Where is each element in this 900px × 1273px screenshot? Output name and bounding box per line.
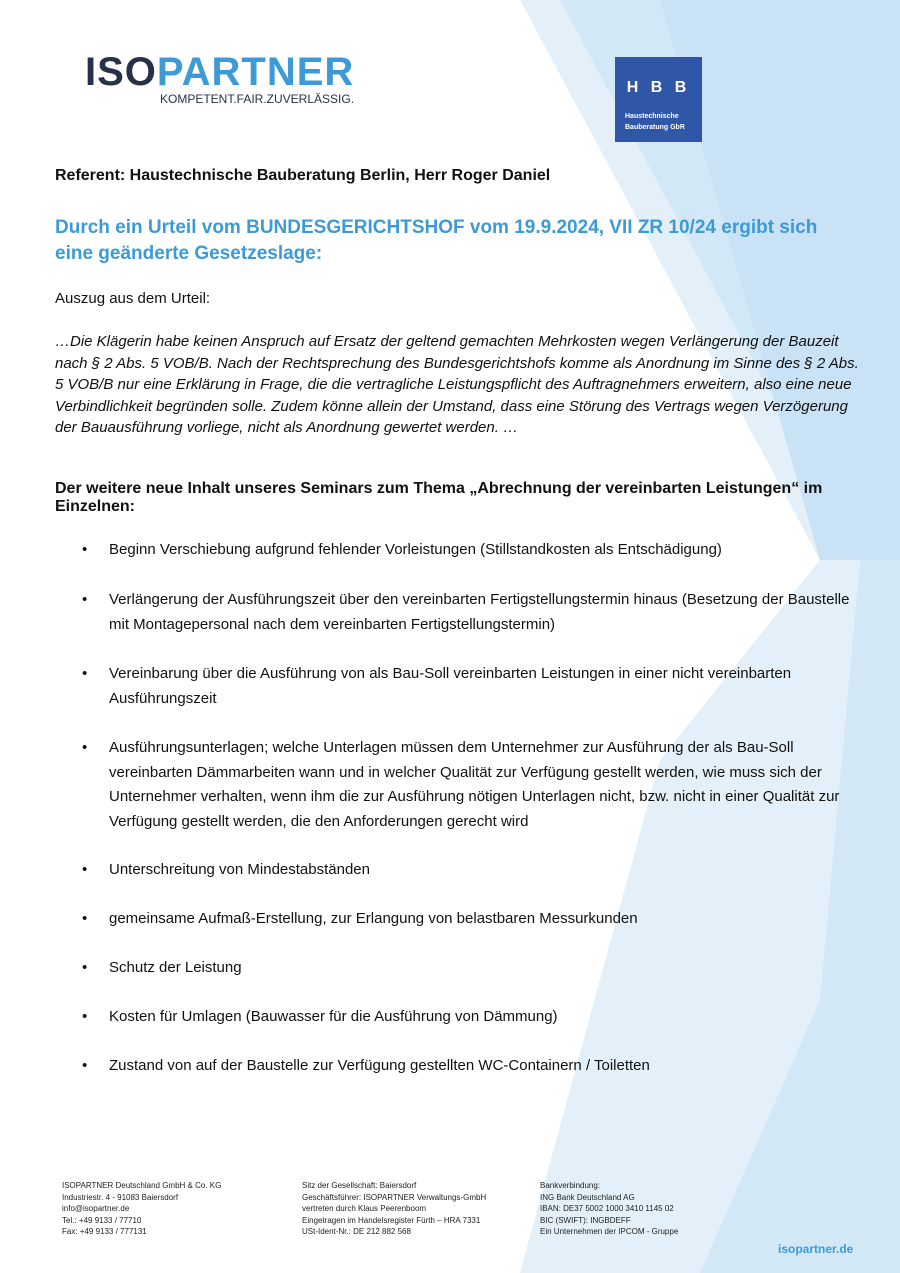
bullet-icon: • [82, 739, 88, 756]
hbb-subtitle [625, 111, 685, 133]
seminar-subheading: Der weitere neue Inhalt unseres Seminars zum Thema „Abrechnung der vereinbarten Leistungen“ im Einzelnen: [55, 480, 823, 515]
list-item-text: Ausführungsunterlagen; welche Unterlagen müssen dem Unternehmer zur Ausführung der als Bau-Soll vereinbarten Dämmarbeiten wann und in welcher Qualität zur Verfügung gestellt werden, wie muss sich der Unternehmer verhalten, wenn ihm die zur Ausführung nötigen Unterlagen nicht, bzw. nicht in einer Qualität zur Verfügung gestellt werden, die den Anforderungen gerecht wird [109, 739, 840, 830]
bullet-icon: • [82, 1008, 88, 1025]
hbb-letters: H B B [626, 79, 691, 96]
footer-line: ING Bank Deutschland AG [540, 1192, 635, 1202]
footer-line: Industriestr. 4 - 91083 Baiersdorf [62, 1192, 179, 1202]
footer-line: Fax: +49 9133 / 777131 [62, 1227, 147, 1236]
list-item-text: Kosten für Umlagen (Bauwasser für die Ausführung von Dämmung) [109, 1008, 558, 1025]
bullet-icon: • [82, 591, 88, 608]
footer-line: Geschäftsführer: ISOPARTNER Verwaltungs-GmbH [302, 1192, 487, 1202]
footer-line: Sitz der Gesellschaft: Baiersdorf [302, 1181, 417, 1190]
judgment-quote: …Die Klägerin habe keinen Anspruch auf Ersatz der geltend gemachten Mehrkosten wegen Verlängerung der Bauzeit nach § 2 Abs. 5 VOB/B. Nach der Rechtsprechung des Bundesgerichtshofs komme als Anordnung im Sinne des § 2 Abs. 5 VOB/B nur eine Erklärung in Frage, die die vertragliche Leistungspflicht des Auftragnehmers erweitern, also eine neue Verbindlichkeit begründen solle. Zudem könne allein der Umstand, dass eine Störung des Vertrags wegen Verzögerung der Bauausführung vorliege, nicht als Anordnung gewertet werden. … [55, 333, 859, 436]
bullet-icon: • [82, 861, 88, 878]
footer-legal-info [302, 1180, 486, 1238]
list-item-text: Vereinbarung über die Ausführung von als Bau-Soll vereinbarten Leistungen in einer nicht vereinbarten Ausführungszeit [109, 665, 792, 707]
hbb-subtitle-line: Haustechnische [625, 113, 679, 120]
hbb-logo [615, 57, 702, 142]
list-item-text: Verlängerung der Ausführungszeit über den vereinbarten Fertigstellungstermin hinaus (Besetzung der Baustelle mit Montagepersonal nach dem vereinbarten Fertigstellungstermin) [109, 591, 850, 633]
footer-line: BIC (SWIFT): INGBDEFF [540, 1215, 631, 1225]
logo-iso-text: ISO [85, 50, 157, 94]
logo-partner-text: PARTNER [156, 50, 355, 94]
footer-line: USt-Ident-Nr.: DE 212 882 568 [302, 1227, 411, 1236]
bullet-icon: • [82, 1057, 88, 1074]
footer-bank-info [540, 1180, 678, 1238]
list-item-text: Unterschreitung von Mindestabständen [109, 861, 370, 878]
footer-line: Bankverbindung: [540, 1181, 601, 1190]
bullet-icon: • [82, 665, 88, 682]
list-item-text: Schutz der Leistung [109, 959, 242, 976]
isopartner-logo [85, 50, 355, 106]
list-item-text: Beginn Verschiebung aufgrund fehlender Vorleistungen (Stillstandkosten als Entschädigung) [109, 541, 722, 558]
logo-tagline: KOMPETENT.FAIR.ZUVERLÄSSIG. [160, 92, 355, 106]
hbb-subtitle-line: Bauberatung GbR [625, 124, 685, 131]
footer-line: vertreten durch Klaus Peerenboom [302, 1204, 427, 1213]
footer-line: ISOPARTNER Deutschland GmbH & Co. KG [62, 1181, 222, 1190]
bullet-icon: • [82, 910, 88, 927]
bullet-icon: • [82, 959, 88, 976]
footer-line: Tel.: +49 9133 / 77710 [62, 1215, 142, 1225]
footer-line: Eingetragen im Handelsregister Fürth – HRA 7331 [302, 1215, 481, 1225]
headline: Durch ein Urteil vom BUNDESGERICHTSHOF vom 19.9.2024, VII ZR 10/24 ergibt sich eine geänderte Gesetzeslage: [55, 217, 818, 264]
referent-line: Referent: Haustechnische Bauberatung Berlin, Herr Roger Daniel [55, 167, 551, 184]
footer-line: Ein Unternehmen der IPCOM - Gruppe [540, 1227, 679, 1236]
footer-email[interactable]: info@isopartner.de [62, 1204, 130, 1213]
list-item-text: gemeinsame Aufmaß-Erstellung, zur Erlangung von belastbaren Messurkunden [109, 910, 638, 927]
footer-company-info [62, 1180, 221, 1238]
list-item-text: Zustand von auf der Baustelle zur Verfügung gestellten WC-Containern / Toiletten [109, 1057, 650, 1074]
website-link[interactable]: isopartner.de [778, 1242, 854, 1256]
excerpt-label: Auszug aus dem Urteil: [55, 290, 211, 307]
footer-line: IBAN: DE37 5002 1000 3410 1145 02 [540, 1204, 674, 1213]
bullet-icon: • [82, 541, 88, 558]
